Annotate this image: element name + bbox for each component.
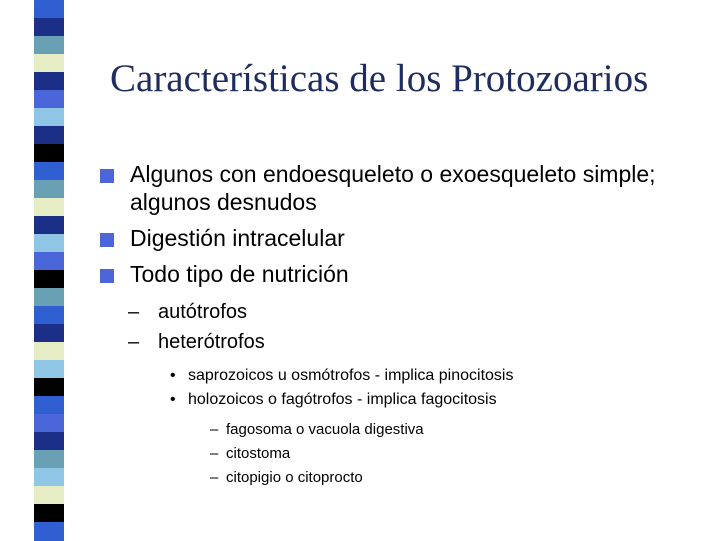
stripe-block — [34, 414, 64, 433]
stripe-block — [34, 180, 64, 199]
stripe-block — [34, 54, 64, 73]
decorative-stripe — [0, 0, 64, 540]
sub-bullet-item — [100, 328, 700, 356]
third-level-item — [100, 364, 700, 388]
dot-marker: • — [170, 367, 176, 384]
stripe-block — [34, 324, 64, 343]
stripe-block — [34, 216, 64, 235]
stripe-block — [34, 162, 64, 181]
fourth-level-text: citopigio o citoprocto — [226, 469, 363, 486]
stripe-block — [34, 378, 64, 397]
fourth-level-text: citostoma — [226, 445, 291, 462]
fourth-level-item — [100, 418, 700, 442]
third-level-item — [100, 388, 700, 412]
stripe-block — [34, 396, 64, 415]
stripe-block — [34, 18, 64, 37]
dash-marker: – — [210, 421, 219, 438]
sub-bullet-text: autótrofos — [158, 301, 247, 323]
sub-bullet-text: heterótrofos — [158, 331, 265, 353]
fourth-level-item — [100, 442, 700, 466]
bullet-text: Todo tipo de nutrición — [130, 261, 349, 287]
bullet-text: Algunos con endoesqueleto o exoesqueleto simple; algunos desnudos — [130, 161, 656, 215]
stripe-block — [34, 144, 64, 163]
stripe-block — [34, 270, 64, 289]
square-bullet-icon — [100, 269, 114, 283]
stripe-block — [34, 36, 64, 55]
sub-bullet-item — [100, 298, 700, 326]
bullet-item — [100, 260, 700, 288]
stripe-block — [34, 90, 64, 109]
square-bullet-icon — [100, 233, 114, 247]
dash-marker: – — [210, 445, 219, 462]
stripe-block — [34, 0, 64, 19]
dash-marker: – — [128, 331, 140, 353]
slide-title: Características de los Protozoarios — [110, 57, 649, 100]
square-bullet-icon — [100, 169, 114, 183]
bullet-item — [100, 160, 700, 216]
stripe-block — [34, 486, 64, 505]
stripe-block — [34, 108, 64, 127]
dash-marker: – — [128, 301, 140, 323]
bullet-item — [100, 224, 700, 252]
stripe-block — [34, 360, 64, 379]
phagotroph-structures-list — [100, 418, 700, 490]
stripe-block — [34, 198, 64, 217]
stripe-block — [34, 504, 64, 523]
stripe-block — [34, 432, 64, 451]
stripe-block — [34, 72, 64, 91]
dot-marker: • — [170, 391, 176, 408]
third-level-text: saprozoicos u osmótrofos - implica pinocitosis — [188, 367, 514, 384]
stripe-block — [34, 234, 64, 253]
fourth-level-text: fagosoma o vacuola digestiva — [226, 421, 424, 438]
heterotroph-types-list — [100, 364, 700, 412]
stripe-block — [34, 342, 64, 361]
third-level-text: holozoicos o fagótrofos - implica fagocitosis — [188, 391, 497, 408]
stripe-block — [34, 522, 64, 541]
stripe-block — [34, 126, 64, 145]
stripe-block — [34, 288, 64, 307]
stripe-block — [34, 450, 64, 469]
stripe-block — [34, 252, 64, 271]
nutrition-types-list — [100, 298, 700, 356]
stripe-block — [34, 306, 64, 325]
slide-content — [100, 160, 700, 490]
stripe-block — [34, 468, 64, 487]
bullet-text: Digestión intracelular — [130, 225, 345, 251]
dash-marker: – — [210, 469, 219, 486]
fourth-level-item — [100, 466, 700, 490]
